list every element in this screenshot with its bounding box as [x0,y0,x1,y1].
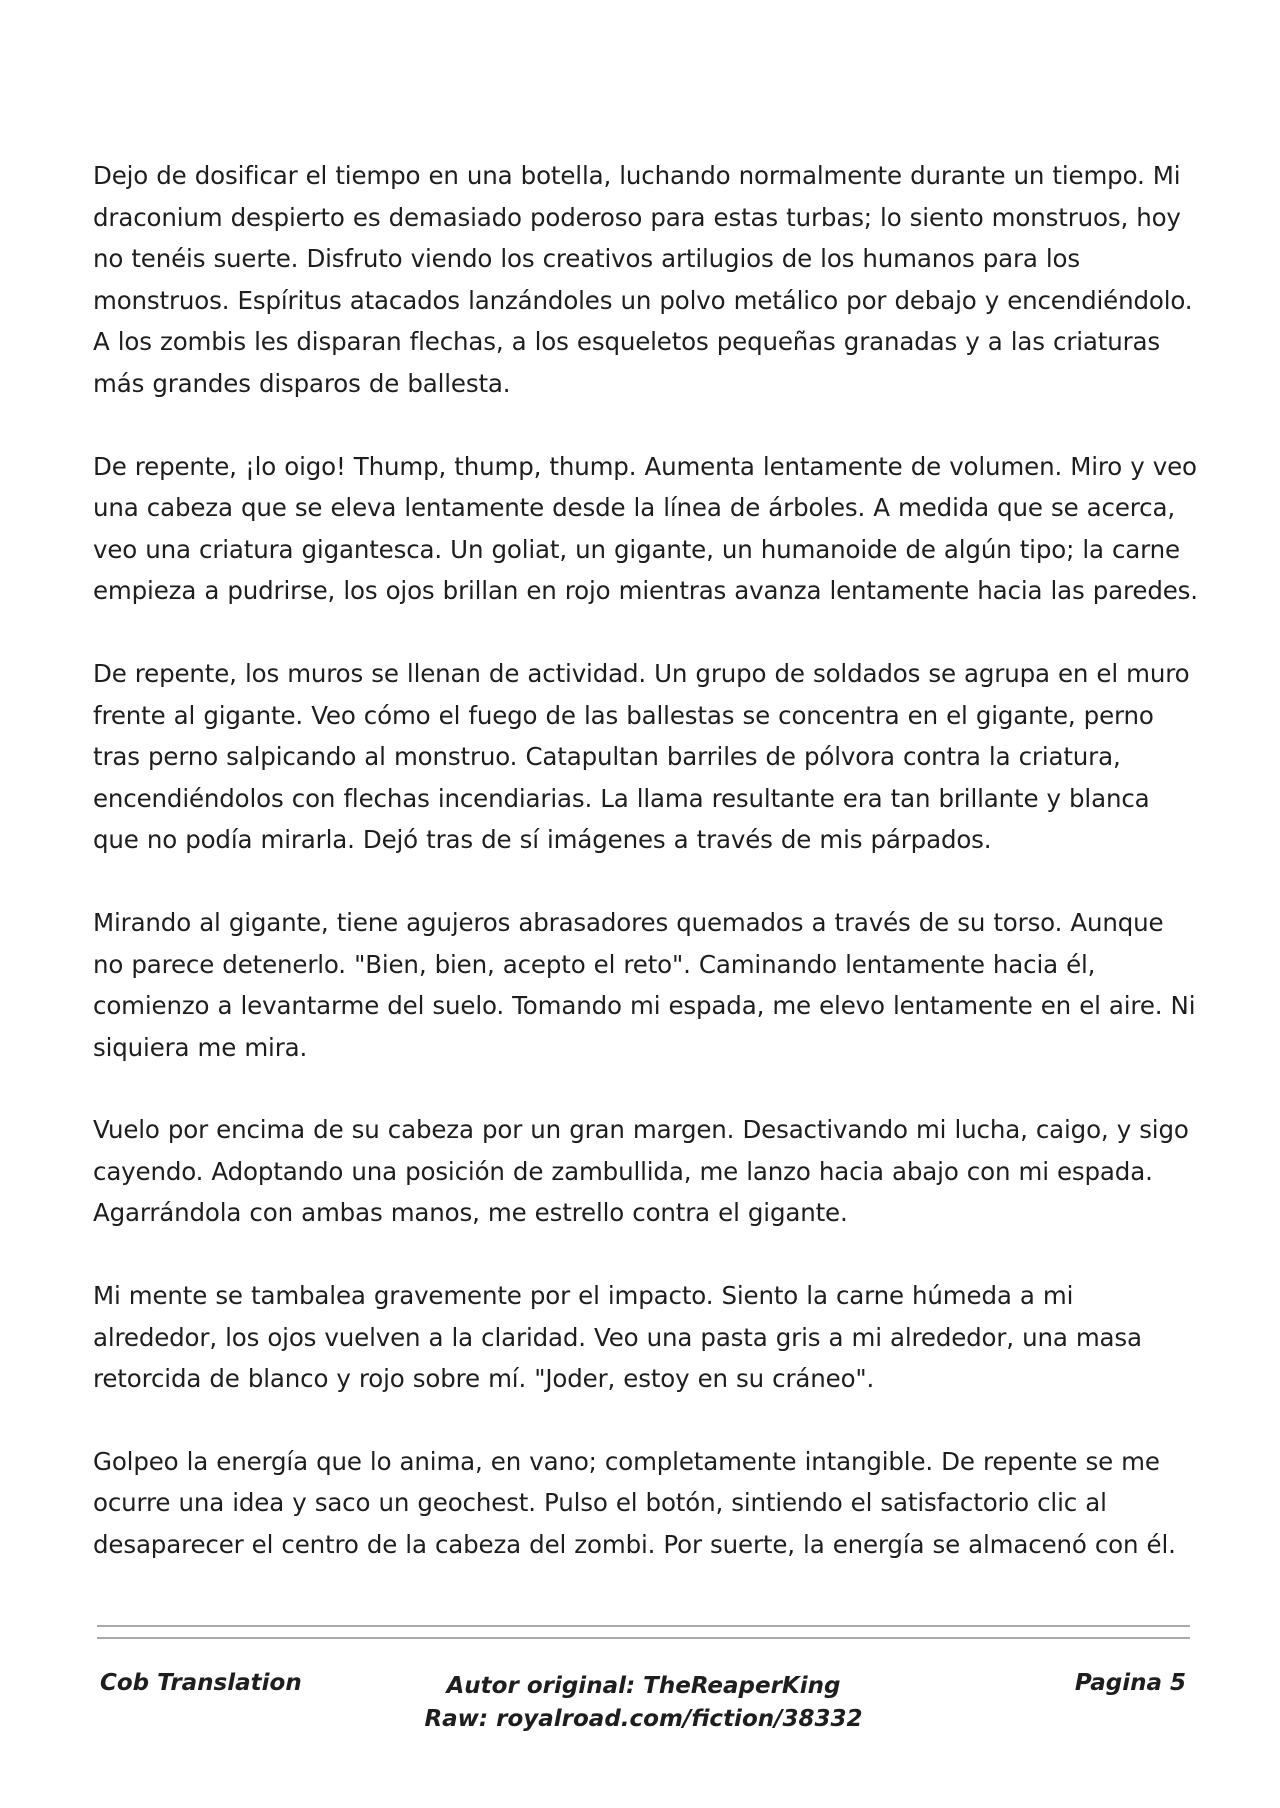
footer-credits [97,1670,1190,1736]
paragraph-5: Vuelo por encima de su cabeza por un gran margen. Desactivando mi lucha, caigo, y sigo cayendo. Adoptando una posición de zambullida, me lanzo hacia abajo con mi espada. Agarrándola con ambas manos, me estrello contra el gigante. [93,1115,1189,1228]
footer-divider-bottom [97,1637,1190,1639]
paragraph-2: De repente, ¡lo oigo! Thump, thump, thump. Aumenta lentamente de volumen. Miro y veo una cabeza que se eleva lentamente desde la línea de árboles. A medida que se acerca, veo una criatura gigantesca. Un goliat, un gigante, un humanoide de algún tipo; la carne empieza a pudrirse, los ojos brillan en rojo mientras avanza lentamente hacia las paredes. [93,451,1198,606]
paragraph-3: De repente, los muros se llenan de actividad. Un grupo de soldados se agrupa en el muro frente al gigante. Veo cómo el fuego de las ballestas se concentra en el gigante, perno tras perno salpicando al monstruo. Catapultan barriles de pólvora contra la criatura, encendiéndolos con flechas incendiarias. La llama resultante era tan brillante y blanca que no podía mirarla. Dejó tras de sí imágenes a través de mis párpados. [93,658,1190,855]
page-footer [97,1670,1190,1750]
footer-raw-source: Raw: royalroad.com/fiction/38332 [424,1706,863,1732]
footer-divider-top [97,1625,1190,1627]
footer-original-author: Autor original: TheReaperKing [446,1673,841,1699]
paragraph-4: Mirando al gigante, tiene agujeros abrasadores quemados a través de su torso. Aunque no parece detenerlo. "Bien, bien, acepto el reto". Caminando lentamente hacia él, comienzo a levantarme del suelo. Tomando mi espada, me elevo lentamente en el aire. Ni siquiera me mira. [93,907,1196,1062]
footer-translator: Cob Translation [100,1670,302,1696]
paragraph-7: Golpeo la energía que lo anima, en vano; completamente intangible. De repente se me ocurre una idea y saco un geochest. Pulso el botón, sintiendo el satisfactorio clic al desaparecer el centro de la cabeza del zombi. Por suerte, la energía se almacenó con él. [93,1446,1176,1560]
footer-page-number: Pagina 5 [1074,1670,1186,1696]
paragraph-6: Mi mente se tambalea gravemente por el impacto. Siento la carne húmeda a mi alrededor, los ojos vuelven a la claridad. Veo una pasta gris a mi alrededor, una masa retorcida de blanco y rojo sobre mí. "Joder, estoy en su cráneo". [93,1281,1142,1394]
paragraph-1: Dejo de dosificar el tiempo en una botella, luchando normalmente durante un tiempo. Mi draconium despierto es demasiado poderoso para estas turbas; lo siento monstruos, hoy no tenéis suerte. Disfruto viendo los creativos artilugios de los humanos para los monstruos. Espíritus atacados lanzándoles un polvo metálico por debajo y encendiéndolo. A los zombis les disparan flechas, a los esqueletos pequeñas granadas y a las criaturas más grandes disparos de ballesta. [93,161,1193,398]
document-body [93,155,1198,1607]
